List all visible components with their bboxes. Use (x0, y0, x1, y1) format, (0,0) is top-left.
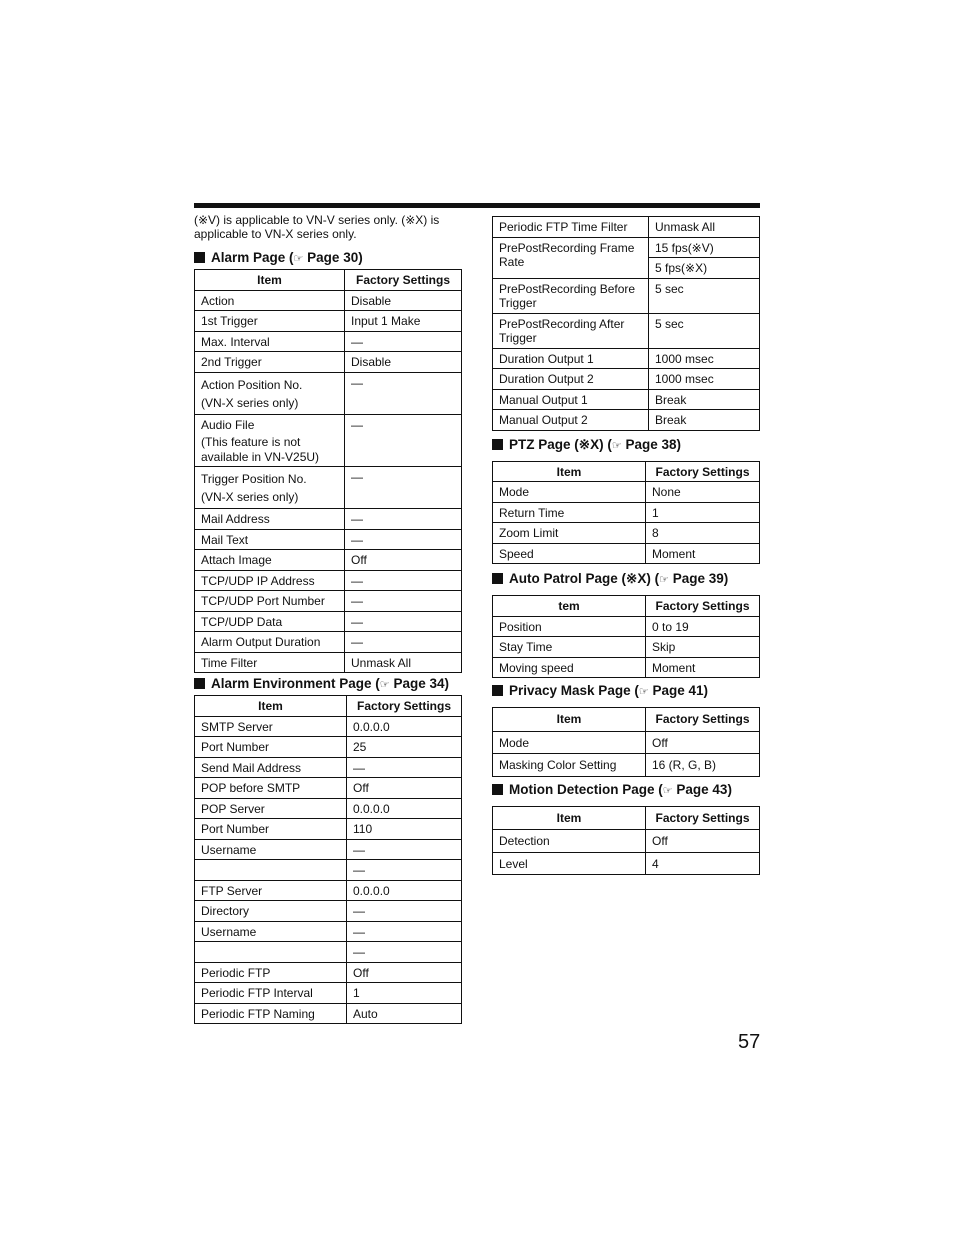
page-number: 57 (738, 1031, 761, 1053)
ptz-page-heading: PTZ Page (※X) (☞ Page 38) (492, 434, 760, 456)
header-factory-settings: Factory Settings (646, 461, 760, 482)
table-row: Moving speed Moment (493, 657, 760, 678)
table-row: Directory — (195, 901, 462, 922)
table-row: Manual Output 2 Break (493, 410, 760, 431)
table-row: POP before SMTP Off (195, 778, 462, 799)
header-factory-settings: Factory Settings (646, 596, 760, 617)
table-row: Periodic FTP Time Filter Unmask All (493, 217, 760, 238)
alarm-page-heading: Alarm Page (☞ Page 30) (194, 247, 462, 269)
motion-detection-page-heading: Motion Detection Page (☞ Page 43) (492, 779, 760, 801)
top-rule (194, 203, 760, 208)
auto-patrol-page-heading: Auto Patrol Page (※X) (☞ Page 39) (492, 568, 760, 590)
header-item: Item (493, 806, 646, 830)
table-row: Send Mail Address — (195, 757, 462, 778)
ptz-page-table (492, 461, 760, 565)
series-note: (※V) is applicable to VN-V series only. (※X) is applicable to VN-X series only. (194, 213, 440, 241)
table-row: PrePostRecording After Trigger 5 sec (493, 313, 760, 348)
table-row: Periodic FTP Interval 1 (195, 983, 462, 1004)
table-row: Speed Moment (493, 543, 760, 564)
table-row: FTP Server 0.0.0.0 (195, 880, 462, 901)
table-row: TCP/UDP Data — (195, 611, 462, 632)
table-row: Duration Output 1 1000 msec (493, 348, 760, 369)
table-row: — (195, 860, 462, 881)
table-row: PrePostRecording Frame Rate 15 fps(※V) (493, 237, 760, 258)
square-bullet-icon (194, 678, 205, 689)
pointing-hand-icon: ☞ (379, 679, 390, 691)
auto-patrol-page-table (492, 595, 760, 678)
table-row: POP Server 0.0.0.0 (195, 798, 462, 819)
table-row: Max. Interval — (195, 331, 462, 352)
left-column (194, 211, 462, 1024)
table-header-row (493, 806, 760, 830)
table-row: Port Number 25 (195, 737, 462, 758)
table-row: PrePostRecording Before Trigger 5 sec (493, 278, 760, 313)
table-header-row (195, 696, 462, 717)
table-row: Username — (195, 921, 462, 942)
table-row: Username — (195, 839, 462, 860)
table-header-row (493, 708, 760, 732)
header-factory-settings: Factory Settings (345, 270, 462, 291)
table-row: Action Position No. (VN-X series only) — (195, 372, 462, 414)
alarm-environment-page-table (194, 695, 462, 1024)
table-row: Mode Off (493, 731, 760, 754)
table-row: Trigger Position No. (VN-X series only) — (195, 467, 462, 509)
pointing-hand-icon: ☞ (659, 574, 669, 586)
table-row: Return Time 1 (493, 502, 760, 523)
square-bullet-icon (492, 573, 503, 584)
table-row: TCP/UDP IP Address — (195, 570, 462, 591)
table-row: Level 4 (493, 852, 760, 875)
header-item: Item (195, 696, 347, 717)
table-row: Manual Output 1 Break (493, 389, 760, 410)
table-row: 5 fps(※X) (493, 258, 760, 279)
square-bullet-icon (492, 685, 503, 696)
table-row: Duration Output 2 1000 msec (493, 369, 760, 390)
pointing-hand-icon: ☞ (662, 784, 673, 797)
table-row: Alarm Output Duration — (195, 632, 462, 653)
table-row: Stay Time Skip (493, 637, 760, 658)
header-factory-settings: Factory Settings (646, 806, 760, 830)
table-row: — (195, 942, 462, 963)
table-row: Action Disable (195, 290, 462, 311)
alarm-page-table (194, 269, 462, 673)
square-bullet-icon (492, 784, 503, 795)
header-item: Item (195, 270, 345, 291)
header-item: Item (493, 708, 646, 732)
motion-detection-page-table (492, 806, 760, 876)
table-header-row (195, 270, 462, 291)
header-factory-settings: Factory Settings (347, 696, 462, 717)
table-row: Attach Image Off (195, 550, 462, 571)
table-row: Port Number 110 (195, 819, 462, 840)
table-row: Detection Off (493, 830, 760, 853)
table-row: Time Filter Unmask All (195, 652, 462, 673)
table-row: Mail Text — (195, 529, 462, 550)
header-factory-settings: Factory Settings (646, 708, 760, 732)
table-row: Zoom Limit 8 (493, 523, 760, 544)
square-bullet-icon (492, 439, 503, 450)
table-row: Mail Address — (195, 509, 462, 530)
table-row: 2nd Trigger Disable (195, 352, 462, 373)
table-row: Masking Color Setting 16 (R, G, B) (493, 754, 760, 777)
alarm-environment-page-heading: Alarm Environment Page (☞ Page 34) (194, 673, 462, 695)
table-header-row (493, 596, 760, 617)
table-row: SMTP Server 0.0.0.0 (195, 716, 462, 737)
table-row: Periodic FTP Off (195, 962, 462, 983)
table-row: Periodic FTP Naming Auto (195, 1003, 462, 1024)
pointing-hand-icon: ☞ (638, 686, 649, 698)
table-row: 1st Trigger Input 1 Make (195, 311, 462, 332)
alarm-environment-continued-table (492, 216, 760, 431)
table-header-row (493, 461, 760, 482)
square-bullet-icon (194, 252, 205, 263)
table-row: Mode None (493, 482, 760, 503)
pointing-hand-icon: ☞ (293, 253, 304, 265)
header-item: tem (493, 596, 646, 617)
header-item: Item (493, 461, 646, 482)
right-column (492, 216, 760, 875)
pointing-hand-icon: ☞ (611, 439, 622, 452)
privacy-mask-page-table (492, 707, 760, 777)
privacy-mask-page-heading: Privacy Mask Page (☞ Page 41) (492, 680, 760, 702)
table-row: Position 0 to 19 (493, 616, 760, 637)
table-row: Audio File (This feature is not available in VN-V25U) — (195, 414, 462, 467)
table-row: TCP/UDP Port Number — (195, 591, 462, 612)
